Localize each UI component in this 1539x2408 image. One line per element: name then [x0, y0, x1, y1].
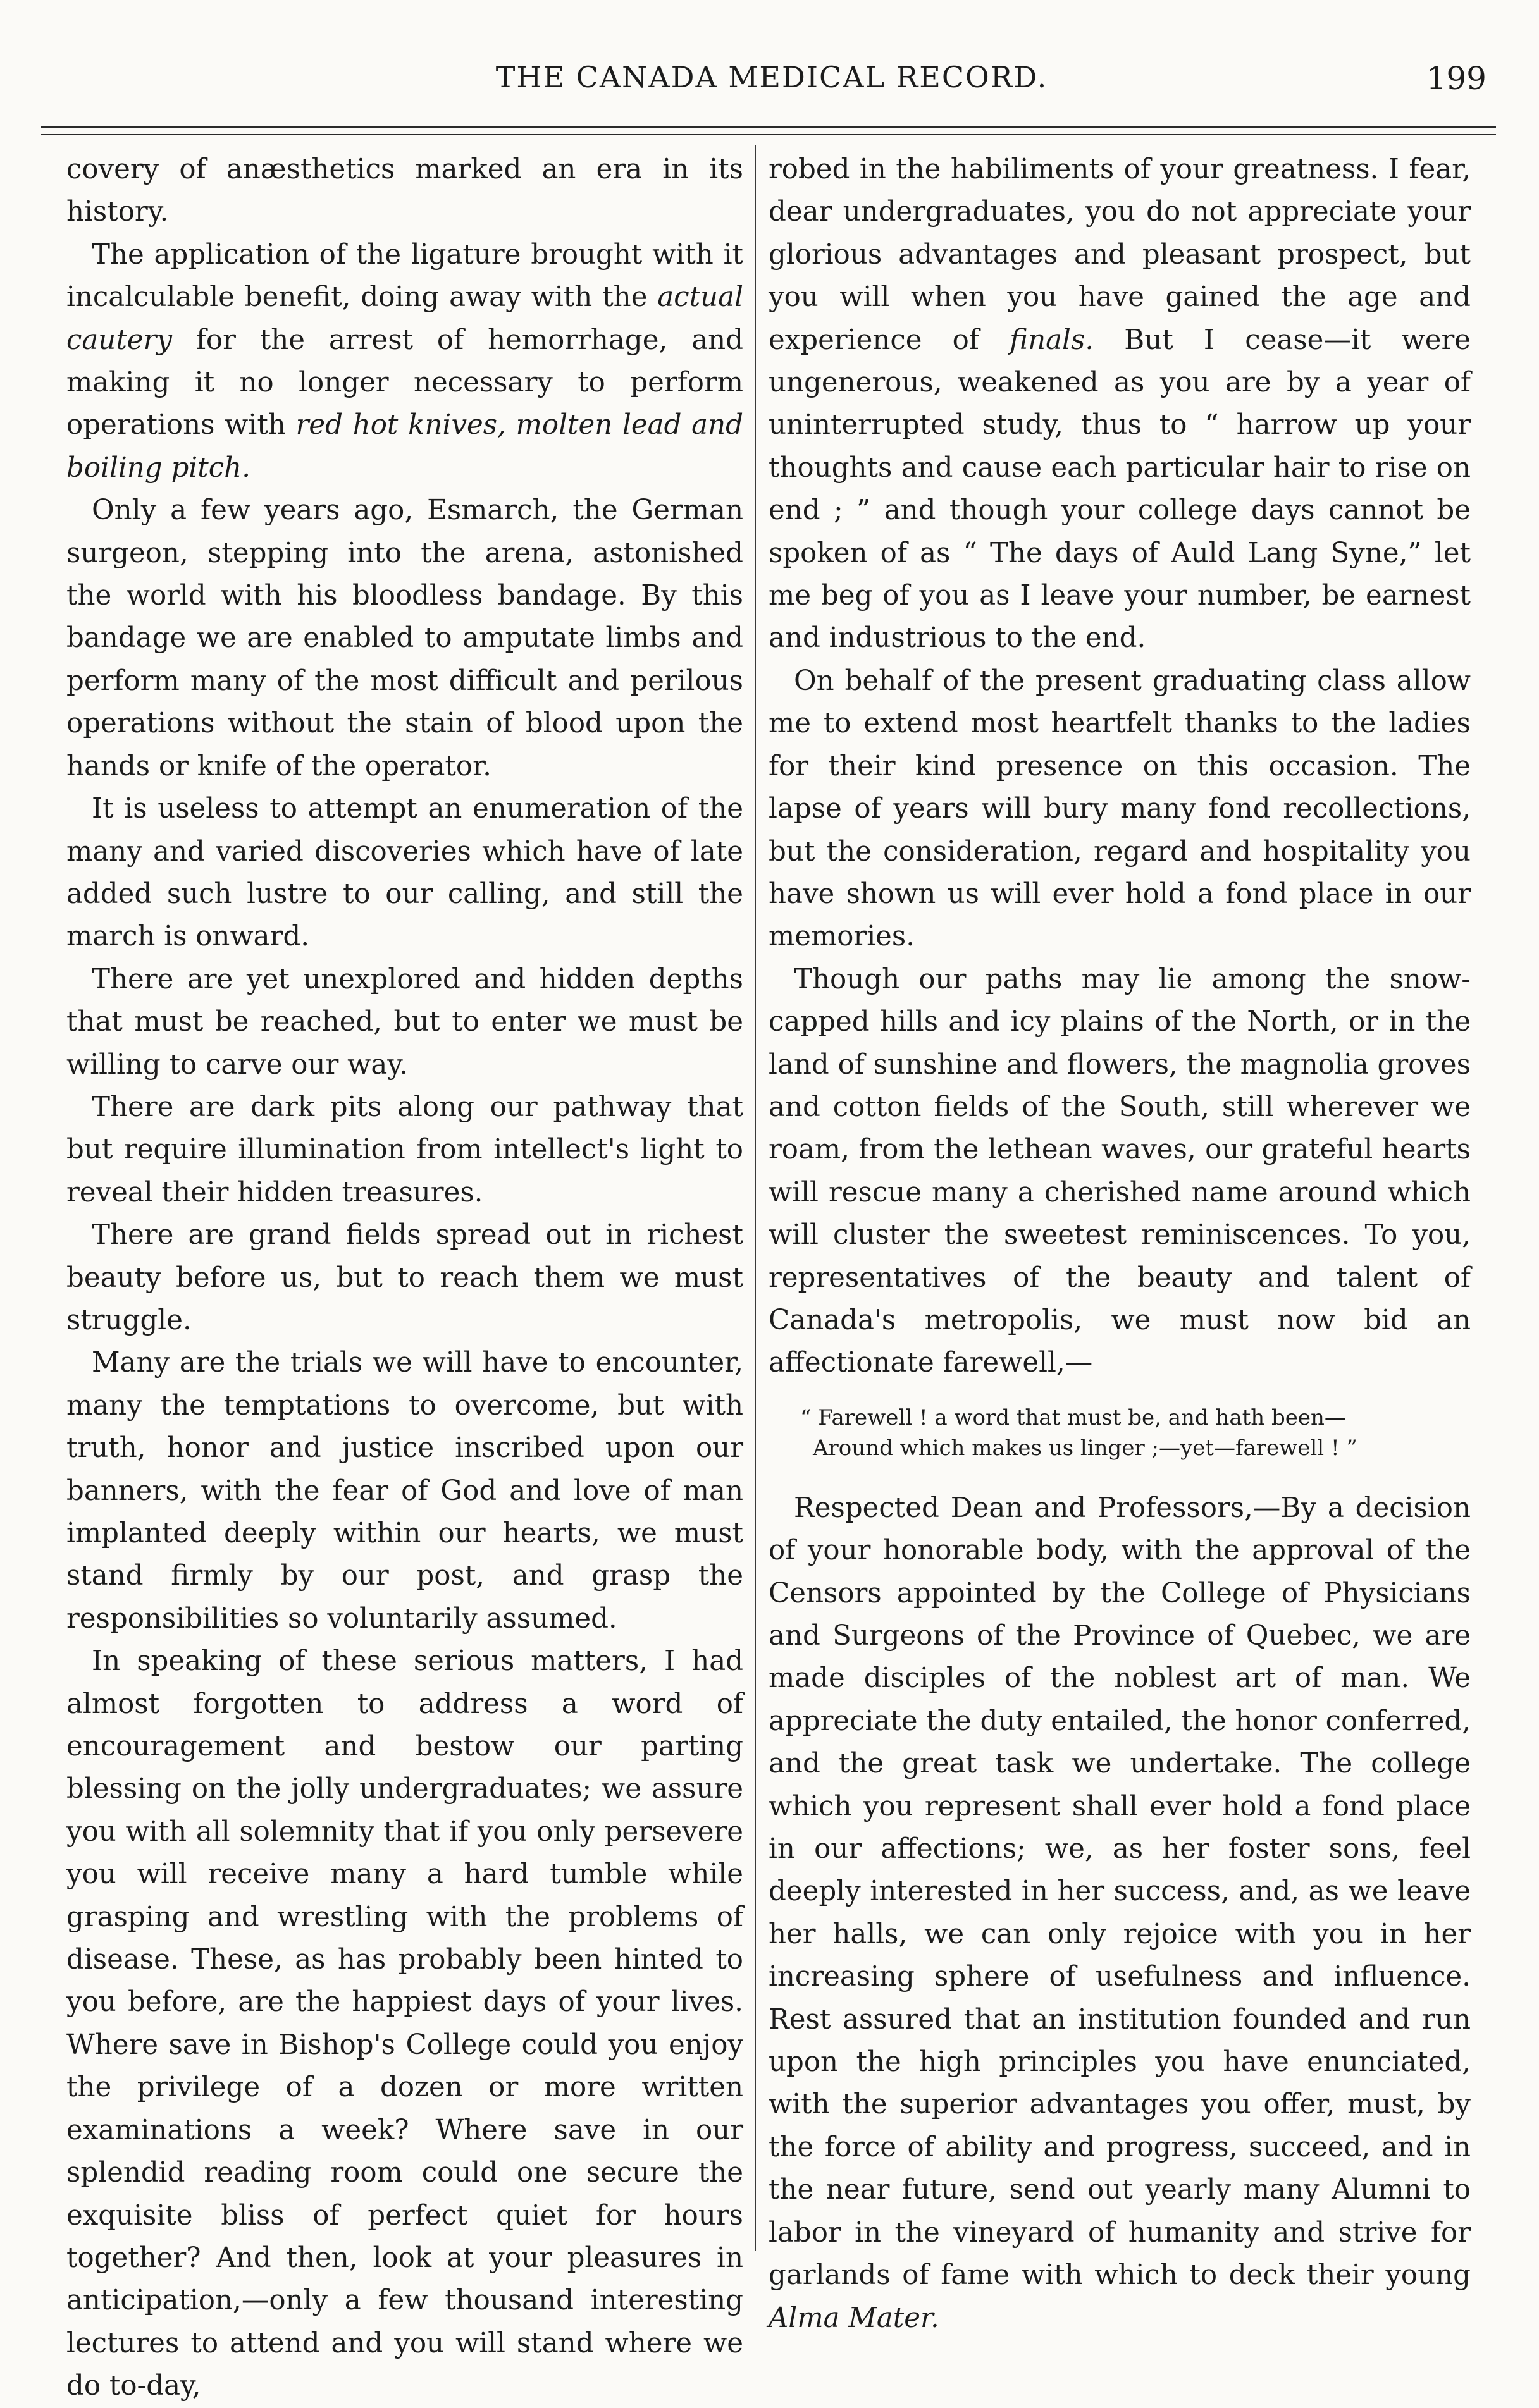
paragraph: [769, 1487, 1471, 2340]
paragraph: There are grand fields spread out in richest beauty before us, but to reach them we must struggle.: [66, 1219, 743, 1336]
text-span: for the arrest of hemorrhage, and making it no longer necessary to perform operations with: [66, 324, 743, 441]
verse-quote: [800, 1403, 1471, 1463]
paragraph: covery of anæsthetics marked an era in its history.: [66, 154, 743, 228]
page-header: [38, 60, 1505, 111]
right-column: [769, 149, 1471, 2334]
header-rule-thin: [41, 134, 1496, 135]
left-column: [66, 149, 743, 2402]
quote-line: Around which makes us linger ;—yet—farewell ! ”: [813, 1435, 1357, 1461]
text-span: But I cease—it were ungenerous, weakened as you are by a year of uninterrupted study, thus to “ harrow up your thoughts and cause each particular hair to rise on end ; ” and though your college days cannot be spoken of as “ The days of Auld Lang Syne,” let me beg of you as I leave your number, be earnest and industrious to the end.: [769, 324, 1471, 654]
paragraph: There are dark pits along our pathway that but require illumination from intellect's light to reveal their hidden treasures.: [66, 1091, 743, 1208]
italic-text: actual cautery: [66, 281, 743, 356]
journal-title: THE CANADA MEDICAL RECORD.: [495, 60, 1048, 94]
paragraph: On behalf of the present graduating class allow me to extend most heartfelt thanks to the ladies for their kind presence on this occasion. The lapse of years will bury many fond recollections, but the consideration, regard and hospitality you have shown us will ever hold a fond place in our memories.: [769, 665, 1471, 953]
text-span: The application of the ligature brought with it incalculable benefit, doing away with the: [66, 238, 743, 314]
page-number: 199: [1426, 60, 1486, 97]
paragraph: Only a few years ago, Esmarch, the German surgeon, stepping into the arena, astonished the world with his bloodless bandage. By this bandage we are enabled to amputate limbs and perform many of the most difficult and perilous operations without the stain of blood upon the hands or knife of the operator.: [66, 494, 743, 782]
italic-text: red hot knives, molten lead and boiling pitch.: [66, 409, 743, 484]
italic-text: Alma Mater.: [769, 2302, 939, 2334]
paragraph: It is useless to attempt an enumeration of the many and varied discoveries which have of late added such lustre to our calling, and still the march is onward.: [66, 793, 743, 953]
paragraph: [769, 149, 1471, 660]
quote-line: “ Farewell ! a word that must be, and hath been—: [800, 1404, 1346, 1430]
text-span: Respected Dean and Professors,—By a decision of your honorable body, with the approval of the Censors appointed by the College of Physicians and Surgeons of the Province of Quebec, we are made disciples of the noblest art of man. We appreciate the duty entailed, the honor conferred, and the great task we undertake. The college which you represent shall ever hold a fond place in our affections; we, as her foster sons, feel deeply interested in her success, and, as we leave her halls, we can only rejoice with you in her increasing sphere of usefulness and influence. Rest assured that an institution founded and run upon the high principles you have enunciated, with the superior advantages you offer, must, by the force of ability and progress, succeed, and in the near future, send out yearly many Alumni to labor in the vineyard of humanity and strive for garlands of fame with which to deck their young: [769, 1492, 1471, 2292]
header-rule-thick: [41, 126, 1496, 128]
italic-text: finals.: [1010, 324, 1094, 356]
column-divider: [755, 145, 756, 2251]
paragraph: [66, 234, 743, 489]
paragraph: In speaking of these serious matters, I had almost forgotten to address a word of encouragement and bestow our parting blessing on the jolly undergraduates; we assure you with all solemnity that if you only persevere you will receive many a hard tumble while grasping and wrestling with the problems of disease. These, as has probably been hinted to you before, are the happiest days of your lives. Where save in Bishop's College could you enjoy the privilege of a dozen or more written examinations a week? Where save in our splendid reading room could one secure the exquisite bliss of perfect quiet for hours together? And then, look at your pleasures in anticipation,—only a few thousand interesting lectures to attend and you will stand where we do to-day,: [66, 1645, 743, 2402]
text-span: robed in the habiliments of your greatness. I fear, dear undergraduates, you do not appreciate your glorious advantages and pleasant prospect, but you will when you have gained the age and experience of: [769, 154, 1471, 356]
paragraph: There are yet unexplored and hidden depths that must be reached, but to enter we must be willing to carve our way.: [66, 963, 743, 1081]
paragraph: Though our paths may lie among the snow-capped hills and icy plains of the North, or in the land of sunshine and flowers, the magnolia groves and cotton fields of the South, still wherever we roam, from the lethean waves, our grateful hearts will rescue many a cherished name around which will cluster the sweetest reminiscences. To you, representatives of the beauty and talent of Canada's metropolis, we must now bid an affectionate farewell,—: [769, 963, 1471, 1379]
paragraph: Many are the trials we will have to encounter, many the temptations to overcome, but with truth, honor and justice inscribed upon our banners, with the fear of God and love of man implanted deeply within our hearts, we must stand firmly by our post, and grasp the responsibilities so voluntarily assumed.: [66, 1347, 743, 1635]
